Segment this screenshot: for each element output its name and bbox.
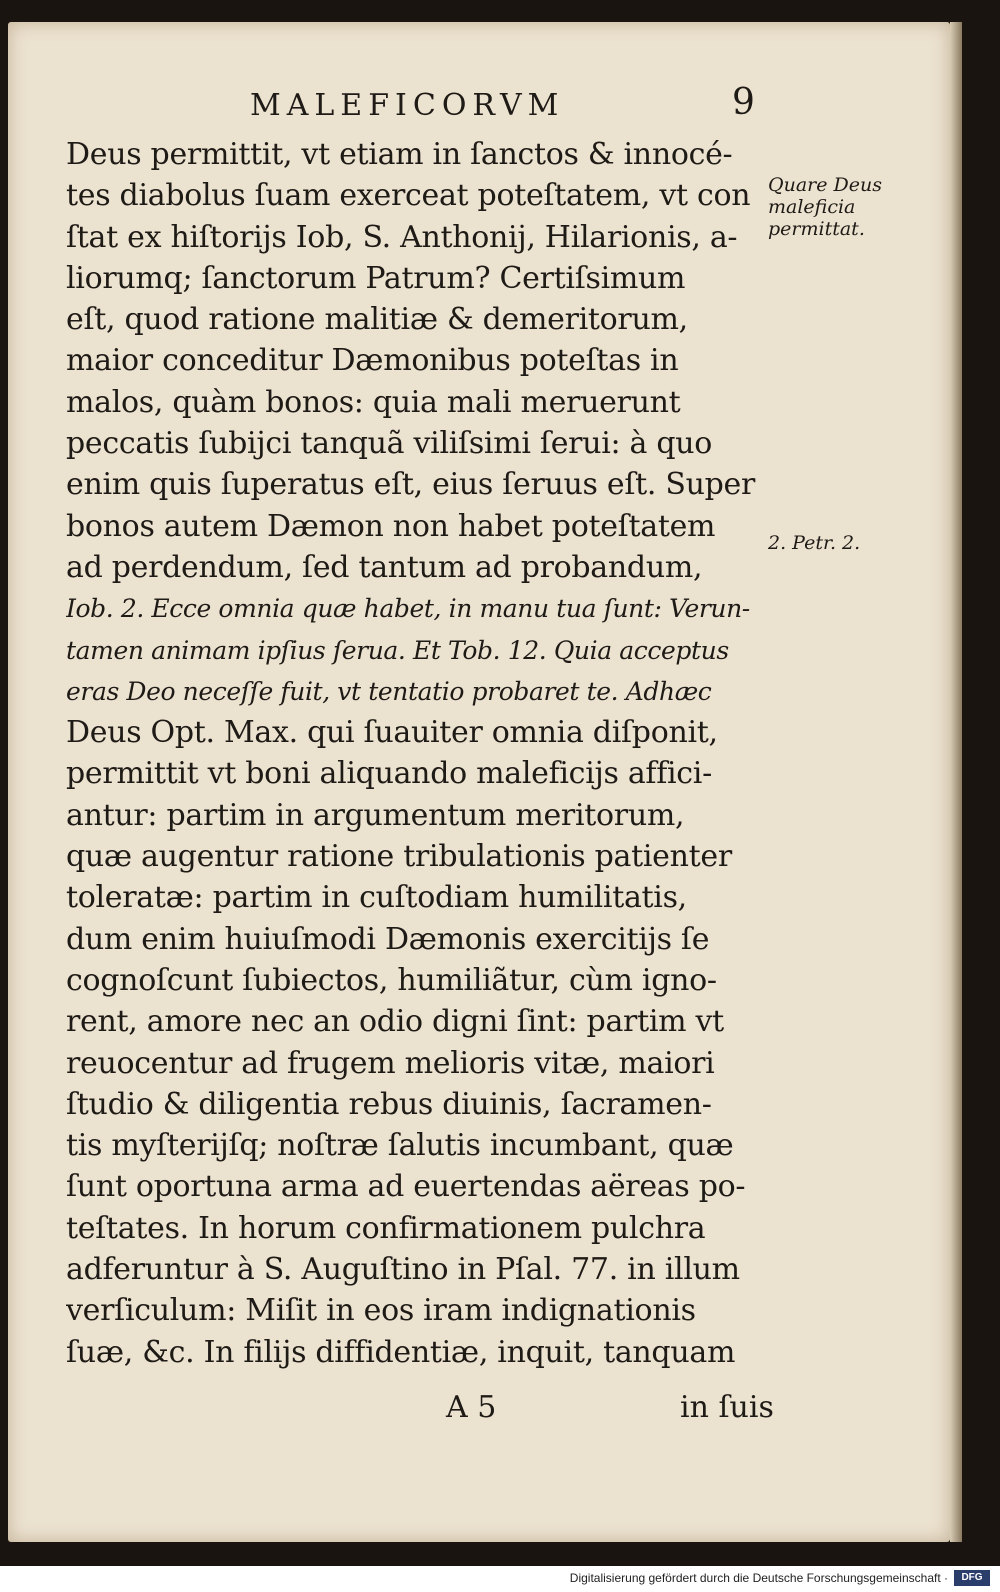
text-line: verſiculum: Miſit in eos iram indignationis (66, 1293, 696, 1329)
text-line: Iob. 2. Ecce omnia quæ habet, in manu tua ſunt: Verun- (66, 594, 750, 624)
text-line: maior conceditur Dæmonibus poteſtas in (66, 343, 679, 379)
catchword: in ſuis (680, 1390, 774, 1425)
text-line: eſt, quod ratione malitiæ & demeritorum, (66, 302, 688, 338)
text-line: peccatis ſubijci tanquã viliſsimi ſerui: à quo (66, 426, 713, 462)
text-line: malos, quàm bonos: quia mali meruerunt (66, 384, 681, 420)
text-line: antur: partim in argumentum meritorum, (66, 797, 685, 833)
text-line: ſtudio & diligentia rebus diuinis, ſacramen- (66, 1086, 712, 1122)
text-line: rent, amore nec an odio digni ſint: partim vt (66, 1004, 724, 1040)
digitization-credit: Digitalisierung gefördert durch die Deutsche Forschungsgemeinschaft · (569, 1571, 948, 1585)
body-text (66, 134, 766, 1373)
text-line: ſtat ex hiſtorijs Iob, S. Anthonij, Hilarionis, a- (66, 219, 738, 255)
text-line: teſtates. In horum confirmationem pulchra (66, 1210, 706, 1246)
margin-note-reference: 2. Petr. 2. (768, 532, 861, 554)
text-line: ad perdendum, ſed tantum ad probandum, (66, 549, 703, 585)
text-line: ſuæ, &c. In filijs diffidentiæ, inquit, tanquam (66, 1334, 736, 1370)
text-line: liorumq; ſanctorum Patrum? Certiſsimum (66, 260, 686, 296)
text-line: cognoſcunt ſubiectos, humiliãtur, cùm igno- (66, 962, 717, 998)
running-title: MALEFICORVM (250, 88, 565, 123)
text-line: ſunt oportuna arma ad euertendas aëreas po- (66, 1169, 746, 1205)
text-line: eras Deo neceſſe fuit, vt tentatio probaret te. Adhæc (66, 676, 712, 706)
text-line: adferuntur à S. Auguſtino in Pſal. 77. in illum (66, 1252, 740, 1288)
text-line: reuocentur ad frugem melioris vitæ, maiori (66, 1045, 715, 1081)
dfg-logo: DFG (954, 1570, 990, 1586)
text-line: bonos autem Dæmon non habet poteſtatem (66, 508, 716, 544)
footer-bar (0, 1566, 1000, 1592)
text-line: permittit vt boni aliquando maleficijs affici- (66, 756, 712, 792)
text-line: Deus permittit, vt etiam in ſanctos & innocé- (66, 137, 733, 172)
signature-mark: A 5 (446, 1390, 497, 1425)
text-line: dum enim huiuſmodi Dæmonis exercitijs ſe (66, 921, 710, 957)
page-number: 9 (732, 82, 755, 123)
text-line: quæ augentur ratione tribulationis patienter (66, 839, 732, 875)
text-line: tamen animam ipſius ſerua. Et Tob. 12. Quia acceptus (66, 635, 729, 665)
text-line: tis myſterijſq; noſtræ ſalutis incumbant, quæ (66, 1128, 734, 1164)
page-edge (950, 22, 962, 1542)
text-line: toleratæ: partim in cuſtodiam humilitatis, (66, 880, 687, 916)
text-line: enim quis ſuperatus eſt, eius ſeruus eſt. Super (66, 467, 756, 503)
text-line: Deus Opt. Max. qui ſuauiter omnia diſponit, (66, 715, 718, 751)
margin-note: Quare Deus maleficia permittat. (768, 174, 882, 240)
text-line: tes diabolus ſuam exerceat poteſtatem, vt con (66, 178, 751, 214)
